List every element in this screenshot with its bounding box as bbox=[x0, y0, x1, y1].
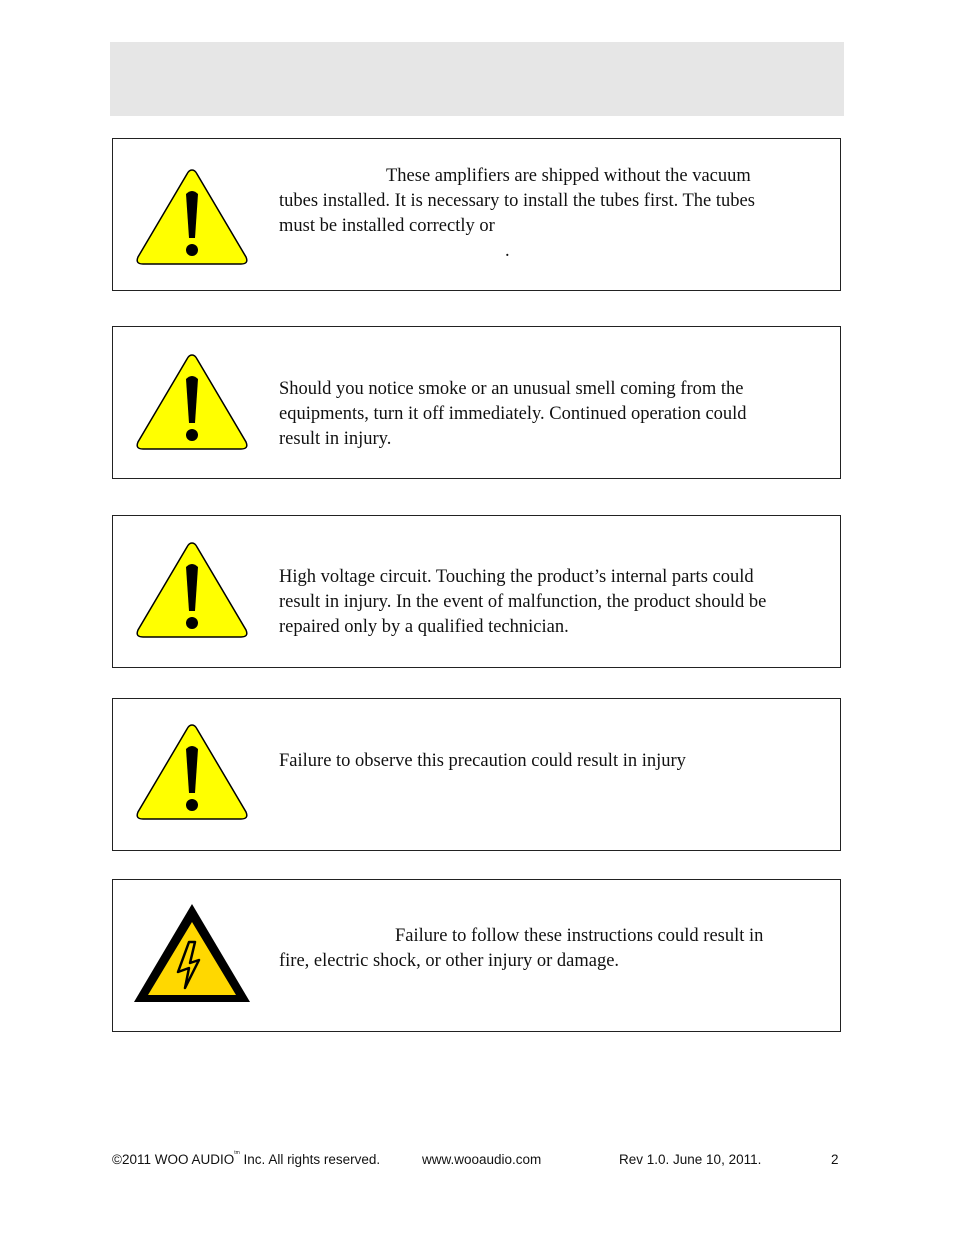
warning-exclamation-icon bbox=[133, 166, 251, 270]
text-line: Failure to observe this precaution could result in injury bbox=[279, 751, 686, 771]
footer-website[interactable]: www.wooaudio.com bbox=[422, 1152, 542, 1167]
text-line: equipments, turn it off immediately. Continued operation could bbox=[279, 404, 747, 424]
text-line: fire, electric shock, or other injury or damage. bbox=[279, 951, 620, 971]
text-line: repaired only by a qualified technician. bbox=[279, 617, 569, 637]
warning-box-smoke bbox=[112, 326, 841, 479]
footer-revision: Rev 1.0. June 10, 2011. bbox=[619, 1152, 762, 1167]
text-line: Failure to follow these instructions could result in bbox=[395, 926, 764, 946]
warning-box-tubes bbox=[112, 138, 841, 291]
text-line: These amplifiers are shipped without the vacuum bbox=[386, 166, 751, 186]
warning-box-precaution bbox=[112, 698, 841, 851]
trademark-mark: tm bbox=[234, 1150, 240, 1156]
warning-box-electric bbox=[112, 879, 841, 1032]
text-line: result in injury. In the event of malfunction, the product should be bbox=[279, 592, 767, 612]
warning-exclamation-icon bbox=[133, 351, 251, 455]
header-bar bbox=[110, 42, 844, 116]
electric-shock-warning-icon bbox=[133, 902, 251, 1006]
warning-exclamation-icon bbox=[133, 539, 251, 643]
warning-box-high-voltage bbox=[112, 515, 841, 668]
text-line: Should you notice smoke or an unusual smell coming from the bbox=[279, 379, 744, 399]
text-line: tubes installed. It is necessary to install the tubes first. The tubes bbox=[279, 191, 755, 211]
text-line: . bbox=[505, 241, 510, 261]
text-line: must be installed correctly or bbox=[279, 216, 495, 236]
text-line: High voltage circuit. Touching the product’s internal parts could bbox=[279, 567, 754, 587]
footer-page-number: 2 bbox=[831, 1152, 839, 1167]
footer-copyright: ©2011 WOO $AUDIO^{tm}$ Inc. All rights reserved. bbox=[112, 1150, 381, 1167]
text-line: result in injury. bbox=[279, 429, 392, 449]
warning-exclamation-icon bbox=[133, 721, 251, 825]
